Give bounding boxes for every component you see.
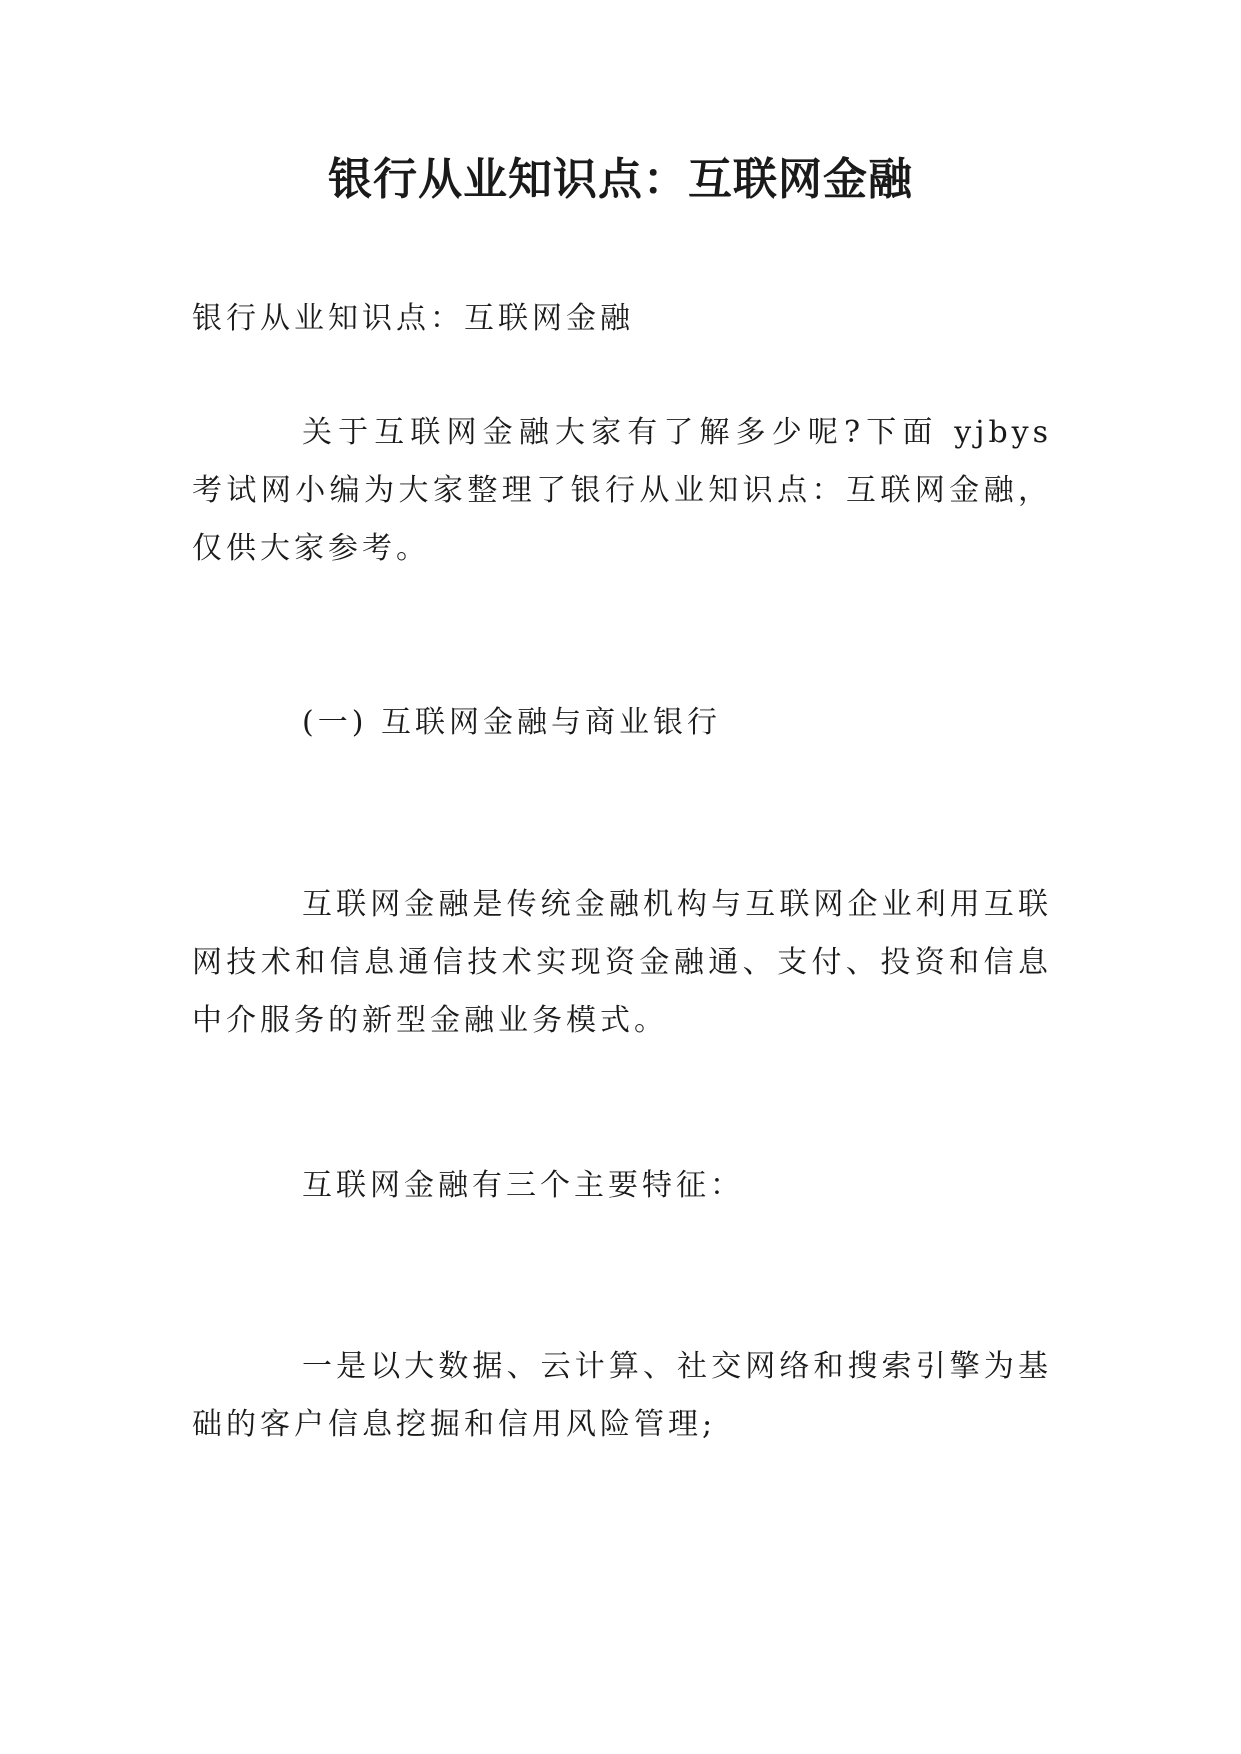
features-intro-paragraph: 互联网金融有三个主要特征： [302,1168,744,1203]
document-title: 银行从业知识点：互联网金融 [328,154,913,205]
intro-paragraph: 关于互联网金融大家有了解多少呢?下面 yjbys 考试网小编为大家整理了银行从业知识点：互联网金融，仅供大家参考。 [192,415,1052,566]
definition-paragraph: 互联网金融是传统金融机构与互联网企业利用互联网技术和信息通信技术实现资金融通、支付、投资和信息中介服务的新型金融业务模式。 [192,887,1052,1038]
section-heading: (一) 互联网金融与商业银行 [302,705,721,740]
feature-one-paragraph: 一是以大数据、云计算、社交网络和搜索引擎为基础的客户信息挖掘和信用风险管理; [192,1349,1052,1442]
subtitle-paragraph: 银行从业知识点：互联网金融 [192,301,634,336]
